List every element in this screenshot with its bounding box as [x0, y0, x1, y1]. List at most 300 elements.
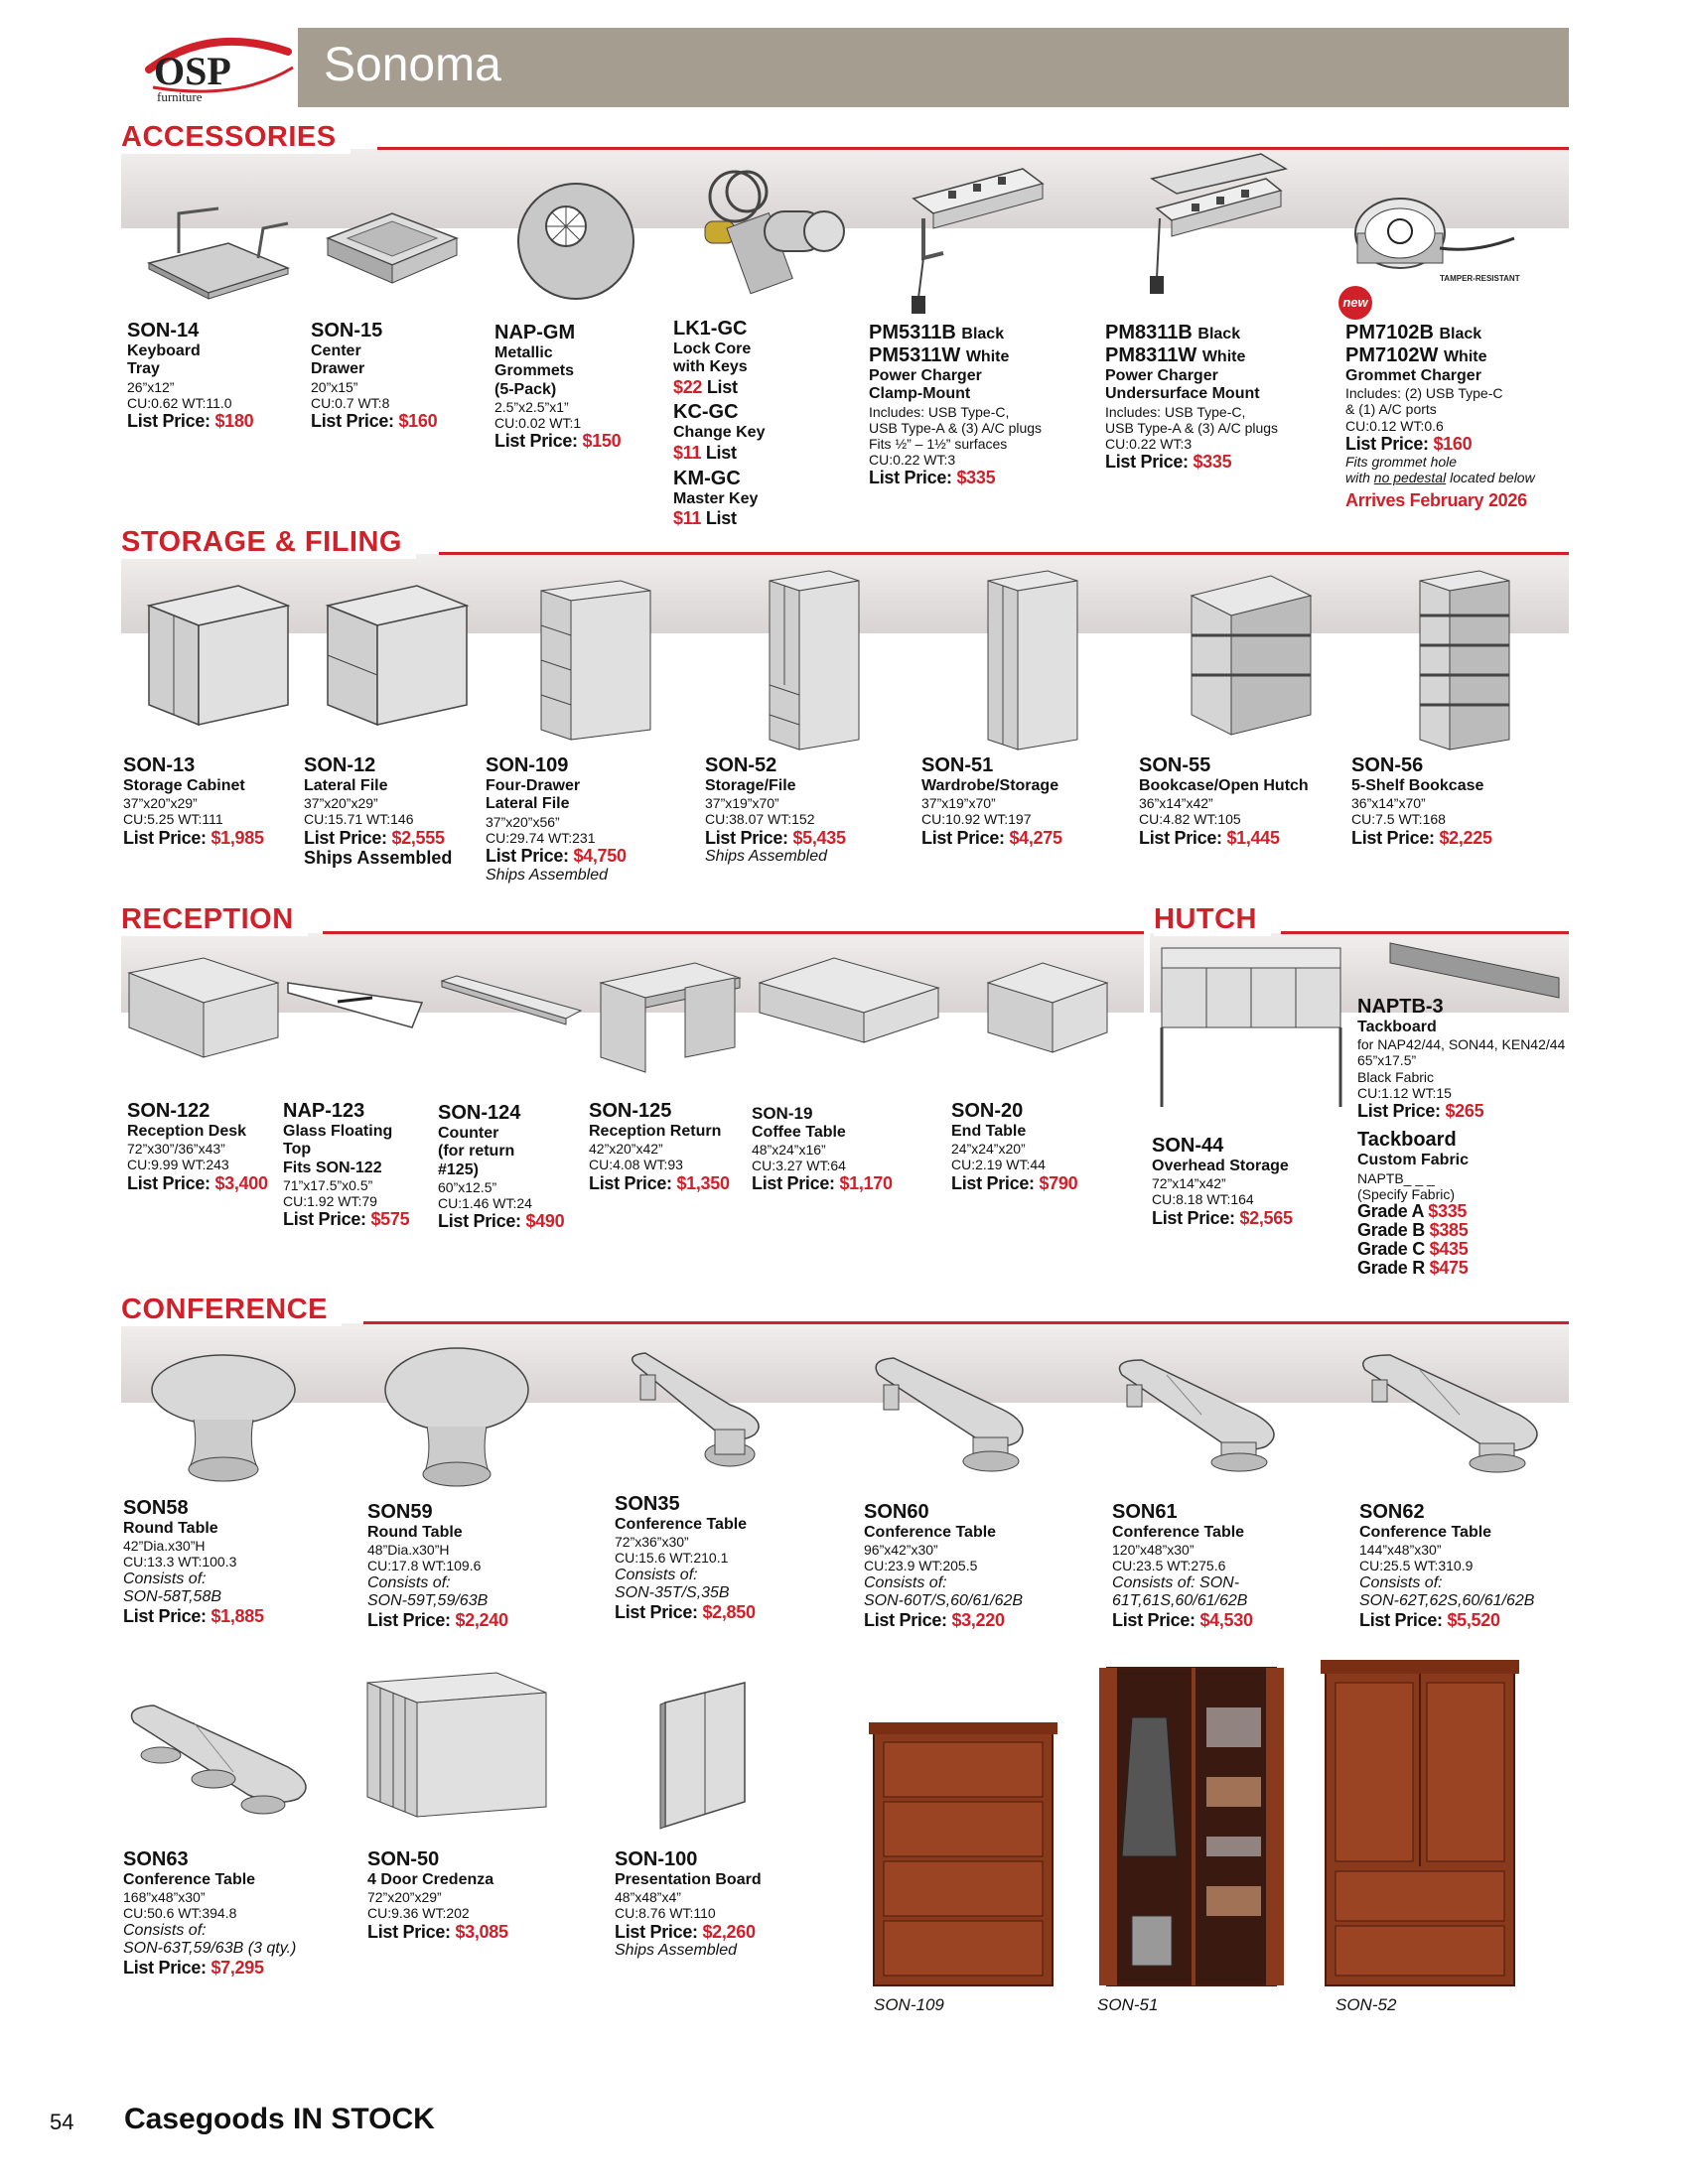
- product-parts: SON-59T,59/63B: [367, 1591, 489, 1609]
- product-cu-wt: CU:0.22 WT:3: [869, 452, 956, 469]
- product-son-15: [311, 320, 437, 432]
- product-dims: 20”x15”: [311, 378, 358, 395]
- product-price: [367, 1922, 508, 1943]
- price-label: List Price:: [367, 1921, 451, 1942]
- undersurface-charger-image: [1122, 149, 1291, 308]
- price-value: $160: [398, 410, 438, 431]
- product-name: Storage/File: [705, 777, 796, 794]
- product-name: Four-Drawer: [486, 777, 581, 794]
- product-parts: SON-35T/S,35B: [615, 1583, 730, 1601]
- lateral-file-image: [318, 576, 477, 735]
- product-parts: SON-62T,62S,60/61/62B: [1359, 1591, 1535, 1609]
- conference-table-168-image: [119, 1698, 318, 1827]
- arrival-notice: Arrives February 2026: [1345, 489, 1527, 510]
- credenza-image: [357, 1668, 556, 1827]
- product-cu-wt: CU:25.5 WT:310.9: [1359, 1558, 1474, 1574]
- price-value: $11: [673, 442, 702, 463]
- price-value: $4,750: [573, 845, 627, 866]
- price-label: List Price:: [1112, 1610, 1196, 1631]
- product-name: Power Charger: [869, 367, 982, 384]
- price-label: List Price:: [1345, 433, 1429, 454]
- product-price: [127, 411, 253, 432]
- product-cu-wt: CU:9.36 WT:202: [367, 1905, 470, 1922]
- product-cu-wt: CU:0.12 WT:0.6: [1345, 417, 1444, 434]
- product-price: [494, 431, 621, 452]
- product-name: Overhead Storage: [1152, 1158, 1289, 1174]
- product-name-2: Drawer: [311, 360, 365, 378]
- product-spec: NAPTB_ _ _: [1357, 1169, 1435, 1186]
- product-cu-wt: CU:5.25 WT:111: [123, 811, 223, 828]
- product-dims: 48”Dia.x30”H: [367, 1542, 450, 1559]
- section-title-reception: RECEPTION: [121, 903, 308, 936]
- color-label: White: [965, 348, 1010, 365]
- price-value: $22: [673, 376, 703, 397]
- bookcase-image: [1410, 566, 1519, 754]
- product-price: [123, 1958, 296, 1979]
- reception-desk-image: [124, 953, 283, 1062]
- price-label: List Price:: [589, 1172, 672, 1193]
- product-code: PM7102B: [1345, 322, 1434, 343]
- product-cu-wt: CU:1.92 WT:79: [283, 1193, 377, 1210]
- product-code: NAP-GM: [494, 322, 576, 343]
- product-dims: 72”x14”x42”: [1152, 1175, 1226, 1192]
- product-price: [1105, 452, 1278, 473]
- product-cu-wt: CU:0.02 WT:1: [494, 415, 582, 432]
- price-label: List Price:: [1105, 452, 1189, 473]
- product-name: Conference Table: [1359, 1524, 1492, 1541]
- series-title: Sonoma: [324, 39, 501, 91]
- reception-return-image: [596, 958, 745, 1077]
- product-name: Reception Return: [589, 1123, 722, 1140]
- product-nap-gm: [494, 322, 621, 452]
- product-code: SON-44: [1152, 1135, 1224, 1157]
- product-pm7102: [1345, 322, 1535, 510]
- price-value: $265: [1445, 1100, 1484, 1121]
- product-name-2: (for return: [438, 1143, 515, 1160]
- price-value: $4,530: [1199, 1610, 1253, 1631]
- price-label: List Price:: [438, 1211, 521, 1232]
- product-name: Center: [311, 342, 361, 359]
- product-name: Reception Desk: [127, 1123, 247, 1140]
- product-name: Master Key: [673, 489, 759, 507]
- new-badge: new: [1338, 286, 1372, 320]
- product-price: [311, 411, 437, 432]
- page-number: 54: [50, 2110, 74, 2134]
- product-dims: 42”x20”x42”: [589, 1141, 663, 1158]
- product-parts: SON-60T/S,60/61/62B: [864, 1591, 1024, 1609]
- logo-subtext: furniture: [157, 89, 203, 104]
- price-value: $1,885: [211, 1606, 264, 1627]
- product-name-3: (5-Pack): [494, 380, 557, 398]
- wardrobe-storage-image: [978, 566, 1087, 754]
- product-name: Wardrobe/Storage: [921, 777, 1059, 794]
- section-rule: [363, 1321, 1569, 1324]
- product-dims: 24”x24”x20”: [951, 1141, 1026, 1158]
- photo-caption: SON-51: [1097, 1995, 1159, 2014]
- product-code: PM8311B: [1105, 322, 1193, 343]
- price-value: $150: [582, 431, 622, 452]
- product-code: SON60: [864, 1501, 929, 1523]
- product-cu-wt: CU:9.99 WT:243: [127, 1157, 229, 1173]
- product-code: SON-122: [127, 1100, 211, 1122]
- product-code: NAPTB-3: [1357, 996, 1444, 1018]
- product-price: [283, 1209, 409, 1230]
- grommet-charger-image: [1345, 194, 1524, 293]
- product-spec: for NAP42/44, SON44, KEN42/44: [1357, 1036, 1566, 1053]
- product-price: [673, 508, 765, 529]
- product-name: Conference Table: [615, 1516, 748, 1533]
- price-label: List: [705, 442, 737, 463]
- grade-label: Grade A: [1357, 1201, 1424, 1222]
- product-son59: [367, 1501, 508, 1631]
- product-spec: & (1) A/C ports: [1345, 401, 1437, 418]
- section-title-hutch: HUTCH: [1154, 903, 1271, 936]
- price-label: List Price:: [123, 1958, 207, 1979]
- glass-top-image: [283, 968, 432, 1037]
- product-price: [615, 1602, 756, 1623]
- product-naptb-3: [1357, 996, 1565, 1278]
- product-note: [1345, 470, 1535, 485]
- product-code: PM5311B: [869, 322, 956, 343]
- product-name-2: Lateral File: [486, 795, 570, 813]
- price-label: List Price:: [705, 827, 788, 848]
- product-son-13: [123, 754, 264, 848]
- product-son62: [1359, 1501, 1534, 1631]
- son-109-photo: [864, 1668, 1062, 1995]
- product-cu-wt: CU:1.12 WT:15: [1357, 1084, 1452, 1101]
- product-parts: SON-58T,58B: [123, 1587, 222, 1605]
- product-code: SON35: [615, 1493, 680, 1515]
- price-value: $5,435: [792, 827, 846, 848]
- product-code: SON59: [367, 1501, 433, 1523]
- photo-caption: SON-109: [874, 1995, 944, 2014]
- product-name: Round Table: [367, 1524, 463, 1541]
- note-part: with: [1345, 470, 1374, 486]
- grade-price: [1357, 1202, 1565, 1221]
- product-consists: Consists of:: [1359, 1573, 1443, 1591]
- product-name-3: #125): [438, 1160, 479, 1178]
- product-code: PM5311W: [869, 344, 961, 366]
- product-cu-wt: CU:23.9 WT:205.5: [864, 1558, 978, 1574]
- section-title-accessories: ACCESSORIES: [121, 121, 351, 154]
- product-note: Ships Assembled: [304, 848, 453, 869]
- product-price: [705, 828, 846, 849]
- product-code: SON-100: [615, 1848, 698, 1870]
- price-label: List Price:: [615, 1921, 698, 1942]
- product-code: SON-124: [438, 1102, 521, 1124]
- product-name-2: Undersurface Mount: [1105, 385, 1260, 403]
- product-cu-wt: CU:8.76 WT:110: [615, 1905, 716, 1922]
- product-dims: 37”x20”x29”: [123, 795, 198, 812]
- color-label: Black: [1197, 326, 1241, 342]
- conference-table-72-image: [621, 1345, 779, 1474]
- price-label: List Price:: [1359, 1610, 1443, 1631]
- product-son-12: [304, 754, 452, 869]
- price-label: List Price:: [283, 1209, 366, 1230]
- son-51-photo: [1097, 1658, 1286, 1995]
- product-son-14: [127, 320, 253, 432]
- product-price: [1351, 828, 1492, 849]
- product-price: [1112, 1610, 1253, 1631]
- counter-image: [437, 971, 586, 1030]
- product-cu-wt: CU:2.19 WT:44: [951, 1157, 1046, 1173]
- product-name: Conference Table: [864, 1524, 997, 1541]
- product-son58: [123, 1497, 264, 1627]
- price-label: List Price:: [921, 827, 1005, 848]
- product-spec: Includes: USB Type-C,: [1105, 403, 1246, 420]
- product-son-109: [486, 754, 627, 885]
- price-value: $7,295: [211, 1958, 264, 1979]
- product-son-55: [1139, 754, 1309, 848]
- product-name: Bookcase/Open Hutch: [1139, 777, 1309, 794]
- overhead-storage-image: [1152, 938, 1350, 1117]
- grommet-image: [511, 177, 640, 306]
- product-price: [1345, 434, 1535, 455]
- product-code: KC-GC: [673, 401, 739, 424]
- grade-price: [1357, 1259, 1565, 1278]
- price-value: $2,565: [1239, 1207, 1293, 1228]
- product-son61: [1112, 1501, 1253, 1631]
- product-name: Counter: [438, 1125, 499, 1142]
- product-name-2: Grommets: [494, 362, 575, 380]
- product-cu-wt: CU:29.74 WT:231: [486, 829, 596, 846]
- conference-table-96-image: [864, 1350, 1038, 1479]
- product-code: NAP-123: [283, 1100, 365, 1122]
- price-value: $1,985: [211, 827, 264, 848]
- product-name: Metallic: [494, 344, 553, 361]
- conference-table-144-image: [1350, 1350, 1549, 1479]
- product-cu-wt: CU:50.6 WT:394.8: [123, 1905, 237, 1922]
- price-label: List Price:: [127, 1172, 211, 1193]
- product-son35: [615, 1493, 756, 1623]
- product-name: Power Charger: [1105, 367, 1218, 384]
- product-dims: 72”x30”/36”x43”: [127, 1141, 225, 1158]
- note-part: no pedestal: [1373, 470, 1447, 486]
- price-value: $1,350: [676, 1172, 730, 1193]
- osp-logo: [119, 30, 318, 109]
- product-price: [1152, 1208, 1293, 1229]
- product-name: Change Key: [673, 424, 766, 442]
- price-label: List Price:: [752, 1173, 835, 1194]
- product-name: Coffee Table: [752, 1123, 846, 1141]
- price-label: List Price:: [1139, 827, 1222, 848]
- clamp-mount-charger-image: [894, 159, 1053, 318]
- product-price: [864, 1610, 1023, 1631]
- section-title-conference: CONFERENCE: [121, 1294, 342, 1326]
- round-table-42-image: [144, 1350, 303, 1489]
- product-price: [438, 1211, 564, 1232]
- product-dims: 2.5”x2.5”x1”: [494, 399, 569, 416]
- product-price: [951, 1173, 1077, 1194]
- product-pm8311: [1105, 322, 1278, 473]
- product-cu-wt: CU:15.6 WT:210.1: [615, 1550, 729, 1567]
- product-dims: 96”x42”x30”: [864, 1542, 938, 1559]
- product-code: SON-109: [486, 754, 569, 776]
- product-dims: 60”x12.5”: [438, 1179, 497, 1196]
- product-name: Round Table: [123, 1520, 218, 1537]
- product-code: SON62: [1359, 1501, 1425, 1523]
- storage-file-image: [760, 566, 869, 754]
- product-code: SON-15: [311, 320, 383, 341]
- end-table-image: [983, 953, 1112, 1062]
- product-name: Storage Cabinet: [123, 777, 245, 794]
- grade-label: Grade R: [1357, 1257, 1425, 1278]
- grade-value: $475: [1429, 1257, 1469, 1278]
- product-cu-wt: CU:15.71 WT:146: [304, 811, 414, 828]
- product-consists: Consists of:: [123, 1921, 207, 1939]
- product-code: SON-20: [951, 1100, 1024, 1122]
- price-value: $790: [1039, 1172, 1078, 1193]
- product-code: SON-52: [705, 754, 777, 776]
- grade-label: Grade C: [1357, 1238, 1425, 1259]
- price-label: List: [706, 376, 738, 397]
- price-label: List Price:: [864, 1610, 947, 1631]
- product-cu-wt: CU:10.92 WT:197: [921, 811, 1032, 828]
- grade-value: $335: [1428, 1201, 1468, 1222]
- product-son-52: [705, 754, 846, 867]
- color-label: Black: [1439, 326, 1482, 342]
- product-code: SON-19: [752, 1104, 813, 1123]
- product-parts: 61T,61S,60/61/62B: [1112, 1591, 1248, 1609]
- product-name-3: Fits SON-122: [283, 1159, 382, 1176]
- four-drawer-file-image: [531, 576, 660, 745]
- product-spec: Includes: USB Type-C,: [869, 403, 1010, 420]
- product-code: SON63: [123, 1848, 189, 1870]
- product-cu-wt: CU:7.5 WT:168: [1351, 811, 1446, 828]
- open-hutch-image: [1182, 571, 1321, 740]
- product-name: Custom Fabric: [1357, 1152, 1470, 1169]
- product-price: [752, 1173, 893, 1194]
- product-price: [1359, 1610, 1534, 1631]
- product-name: Lock Core: [673, 341, 752, 357]
- product-name: Conference Table: [123, 1871, 256, 1888]
- product-son-20: [951, 1100, 1077, 1193]
- product-code: SON-13: [123, 754, 196, 776]
- series-title-bar: [298, 28, 1569, 107]
- price-value: $490: [525, 1211, 565, 1232]
- product-dims: 65”x17.5”: [1357, 1052, 1417, 1069]
- product-son-56: [1351, 754, 1492, 848]
- photo-caption: SON-52: [1336, 1995, 1397, 2014]
- product-dims: 42”Dia.x30”H: [123, 1538, 206, 1555]
- product-name: End Table: [951, 1123, 1027, 1140]
- footer-title: Casegoods IN STOCK: [124, 2103, 435, 2135]
- color-label: White: [1201, 348, 1246, 365]
- grade-value: $385: [1429, 1219, 1469, 1240]
- son-52-photo: [1316, 1648, 1524, 1995]
- color-label: Black: [961, 326, 1005, 342]
- product-note: Ships Assembled: [705, 848, 828, 866]
- price-label: List Price:: [1152, 1207, 1235, 1228]
- price-label: List Price:: [123, 1606, 207, 1627]
- product-price: [1139, 828, 1309, 849]
- section-rule: [377, 147, 1569, 150]
- product-name: Conference Table: [1112, 1524, 1245, 1541]
- product-name: Tackboard: [1357, 1019, 1437, 1035]
- product-dims: 48”x48”x4”: [615, 1889, 681, 1906]
- price-value: $3,220: [951, 1610, 1005, 1631]
- product-cu-wt: CU:0.62 WT:11.0: [127, 394, 232, 411]
- price-label: List Price:: [1357, 1100, 1441, 1121]
- product-code: SON-125: [589, 1100, 672, 1122]
- product-code: SON-55: [1139, 754, 1211, 776]
- product-name-2: Top: [283, 1141, 312, 1159]
- product-dims: 37”x19”x70”: [705, 795, 779, 812]
- product-cu-wt: CU:17.8 WT:109.6: [367, 1558, 482, 1574]
- product-price: [367, 1610, 508, 1631]
- product-spec: (Specify Fabric): [1357, 1185, 1456, 1202]
- product-cu-wt: CU:3.27 WT:64: [752, 1158, 846, 1174]
- product-price: [1357, 1101, 1565, 1122]
- price-label: List Price:: [494, 431, 578, 452]
- grade-price: [1357, 1240, 1565, 1259]
- price-label: List Price:: [951, 1172, 1035, 1193]
- product-dims: 36”x14”x70”: [1351, 795, 1426, 812]
- product-name: Keyboard: [127, 342, 201, 359]
- grade-label: Grade B: [1357, 1219, 1425, 1240]
- product-nap-123: [283, 1100, 409, 1230]
- price-label: List: [705, 507, 737, 528]
- product-son-100: [615, 1848, 762, 1961]
- product-parts: SON-63T,59/63B (3 qty.): [123, 1939, 297, 1957]
- product-price: [921, 828, 1062, 849]
- price-label: List Price:: [123, 827, 207, 848]
- product-dims: 37”x19”x70”: [921, 795, 996, 812]
- product-cu-wt: CU:23.5 WT:275.6: [1112, 1558, 1226, 1574]
- price-value: $1,445: [1226, 827, 1280, 848]
- product-price: [127, 1173, 268, 1194]
- lock-and-keys-image: [685, 167, 854, 316]
- price-label: List Price:: [869, 468, 952, 488]
- price-value: $335: [956, 468, 996, 488]
- product-name-2: with Keys: [673, 358, 748, 376]
- product-code: Tackboard: [1357, 1129, 1457, 1152]
- section-rule: [323, 931, 1144, 934]
- price-label: List Price:: [311, 410, 394, 431]
- logo-text: OSP: [154, 49, 231, 93]
- product-consists: Consists of:: [864, 1573, 947, 1591]
- product-price: [123, 828, 264, 849]
- product-dims: 37”x20”x56”: [486, 813, 560, 830]
- product-dims: 168”x48”x30”: [123, 1889, 206, 1906]
- product-son-19: [752, 1104, 893, 1194]
- product-cu-wt: CU:13.3 WT:100.3: [123, 1554, 237, 1570]
- product-dims: 26”x12”: [127, 378, 175, 395]
- presentation-board-image: [635, 1678, 765, 1837]
- price-value: $2,225: [1439, 827, 1492, 848]
- price-value: $2,850: [702, 1602, 756, 1623]
- product-dims: 37”x20”x29”: [304, 795, 378, 812]
- product-son-44: [1152, 1135, 1293, 1228]
- price-value: $2,240: [455, 1610, 508, 1631]
- price-value: $3,085: [455, 1921, 508, 1942]
- price-value: $4,275: [1009, 827, 1062, 848]
- grade-value: $435: [1429, 1238, 1469, 1259]
- product-price: [304, 828, 452, 849]
- tamper-resistant-label: TAMPER-RESISTANT: [1440, 274, 1520, 283]
- product-cu-wt: CU:4.82 WT:105: [1139, 811, 1241, 828]
- product-code: PM7102W: [1345, 344, 1439, 366]
- product-spec: Fits ½” – 1½” surfaces: [869, 435, 1008, 452]
- product-price: [589, 1173, 730, 1194]
- product-note: Fits grommet hole: [1345, 454, 1458, 471]
- price-value: $5,520: [1447, 1610, 1500, 1631]
- product-dims: 72”x36”x30”: [615, 1534, 689, 1551]
- product-cu-wt: CU:8.18 WT:164: [1152, 1191, 1254, 1208]
- price-value: $335: [1193, 452, 1232, 473]
- product-cu-wt: CU:1.46 WT:24: [438, 1195, 532, 1212]
- center-drawer-image: [323, 204, 462, 293]
